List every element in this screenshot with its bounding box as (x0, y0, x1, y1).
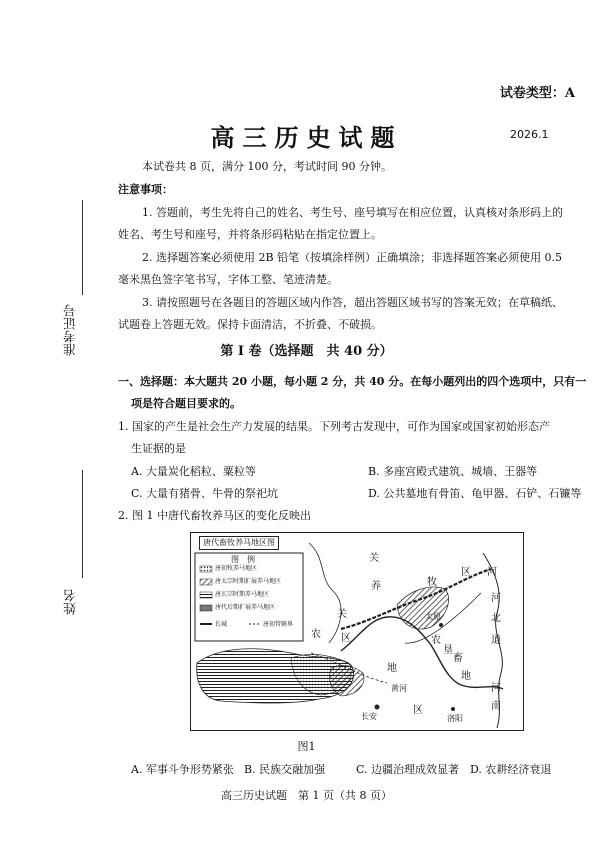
map-city-changan (375, 705, 380, 710)
legend-swatch-3 (200, 592, 212, 598)
question-1-stem-line2: 生证据的是 (131, 442, 186, 455)
map-breeding-area-north (397, 587, 449, 629)
notice-item-3-line2: 试题卷上答题无效。保持卡面清洁，不折叠、不破损。 (118, 318, 382, 331)
question-1-stem-line1: 1. 国家的产生是社会生产力发展的结果。下列考古发现中，可作为国家或国家初始形态产 (118, 420, 550, 433)
map-label-yang: 养 (371, 581, 381, 592)
legend-swatch-2 (200, 579, 212, 585)
question-2-option-c: C. 边疆治理成效显著 (356, 763, 460, 776)
notice-item-3-line1: 3. 请按照题号在各题目的答题区域内作答，超出答题区域书写的答案无效；在草稿纸、 (142, 296, 563, 309)
notice-heading: 注意事项： (118, 183, 173, 196)
map-legend-item-1: 唐初牧养马地区 (215, 565, 258, 572)
map-label-xu: 畜 (453, 653, 463, 664)
page-footer: 高三历史试题 第 1 页（共 8 页） (221, 789, 392, 802)
notice-item-2-line1: 2. 选择题答案必须使用 2B 铅笔（按填涂样例）正确填涂；非选择题答案必须使用 0.5 (142, 251, 563, 264)
question-1-option-b: B. 多座宫殿式建筑、城墙、王器等 (368, 465, 538, 478)
question-2-option-d: D. 农耕经济衰退 (470, 763, 552, 776)
map-label-taiyuan: 太原 (425, 612, 441, 621)
map-label-ke: 垦 (443, 645, 453, 656)
map-label-nong-1: 农 (311, 629, 321, 640)
map-label-changan: 长安 (361, 712, 377, 721)
map-legend-item-6: 唐初管辖界 (263, 621, 294, 628)
map-label-di-2: 地 (461, 671, 471, 682)
tang-horse-breeding-map (190, 532, 524, 731)
map-legend-item-5: 长城 (215, 621, 228, 628)
side-name-line (82, 470, 83, 578)
section-title: 第 Ⅰ 卷（选择题 共 40 分） (220, 344, 393, 359)
exam-type-label: 试卷类型：A (499, 86, 575, 101)
question-2-stem: 2. 图 1 中唐代畜牧养马区的变化反映出 (118, 509, 311, 522)
section-instructions-line2: 项是符合题目要求的。 (131, 397, 241, 410)
notice-item-1-line1: 1. 答题前，考生先将自己的姓名、考生号、座号填写在相应位置，认真核对条形码上的 (142, 206, 563, 219)
notice-item-1-line2: 姓名、考生号和座号，并将条形码粘贴在指定位置上。 (118, 228, 382, 241)
map-label-guan-1: 关 (369, 553, 379, 564)
map-legend-item-2: 唐太宗时期扩展养马地区 (215, 578, 282, 585)
map-label-mu: 牧 (427, 577, 437, 588)
map-label-qu-3: 区 (413, 705, 423, 716)
map-label-bei: 北 (491, 613, 501, 624)
map-label-dao: 道 (491, 635, 501, 646)
map-label-he-nan: 河 (491, 683, 501, 694)
exam-date: 2026.1 (510, 128, 549, 141)
section-instructions-line1: 一、选择题：本大题共 20 小题，每小题 2 分，共 40 分。在每小题列出的四个选项中，只有一 (118, 375, 587, 388)
map-legend-item-4: 唐代后期扩展养马地区 (215, 604, 276, 611)
map-breeding-area-tang-taizong (329, 665, 363, 696)
legend-swatch-1 (200, 566, 212, 572)
legend-swatch-4 (200, 605, 212, 611)
map-legend-item-3: 唐玄宗时期养马地区 (215, 591, 270, 598)
intro-text: 本试卷共 8 页，满分 100 分，考试时间 90 分钟。 (142, 160, 392, 173)
map-label-nan: 南 (491, 701, 501, 712)
map-label-luoyang: 洛阳 (447, 714, 463, 723)
map-label-nong-2: 农 (431, 635, 441, 646)
map-city-luoyang (451, 707, 455, 711)
side-exam-number-label: 准考证号 (64, 304, 79, 356)
notice-item-2-line2: 毫米黑色签字笔书写，字体工整、笔迹清楚。 (118, 273, 338, 286)
question-1-option-a: A. 大量炭化稻粒、粟粒等 (131, 465, 256, 478)
question-1-option-c: C. 大量有猪骨、牛骨的祭祀坑 (131, 487, 279, 500)
map-label-di-1: 地 (387, 663, 397, 674)
map-legend-title: 图 例 (231, 555, 255, 564)
map-label-qu-1: 区 (461, 567, 471, 578)
figure-caption: 图1 (297, 740, 316, 753)
question-1-option-d: D. 公共墓地有骨笛、龟甲器、石铲、石镰等 (368, 487, 582, 500)
page-title: 高三历史试题 (210, 123, 403, 152)
side-name-label: 姓名 (64, 589, 79, 615)
map-label-qu-2: 区 (341, 633, 351, 644)
map-label-yellow-river: 黄河 (391, 684, 407, 693)
map-label-guan-2: 关 (337, 609, 347, 620)
question-2-option-a: A. 军事斗争形势紧张 (131, 763, 234, 776)
question-2-option-b: B. 民族交融加强 (244, 763, 326, 776)
side-exam-number-line (82, 200, 83, 295)
map-label-he-north: 河 (491, 593, 501, 604)
map-label-he-river: 河 (487, 567, 497, 578)
map-title: 唐代畜牧养马地区图 (199, 536, 279, 550)
map-city-taiyuan (439, 623, 443, 627)
